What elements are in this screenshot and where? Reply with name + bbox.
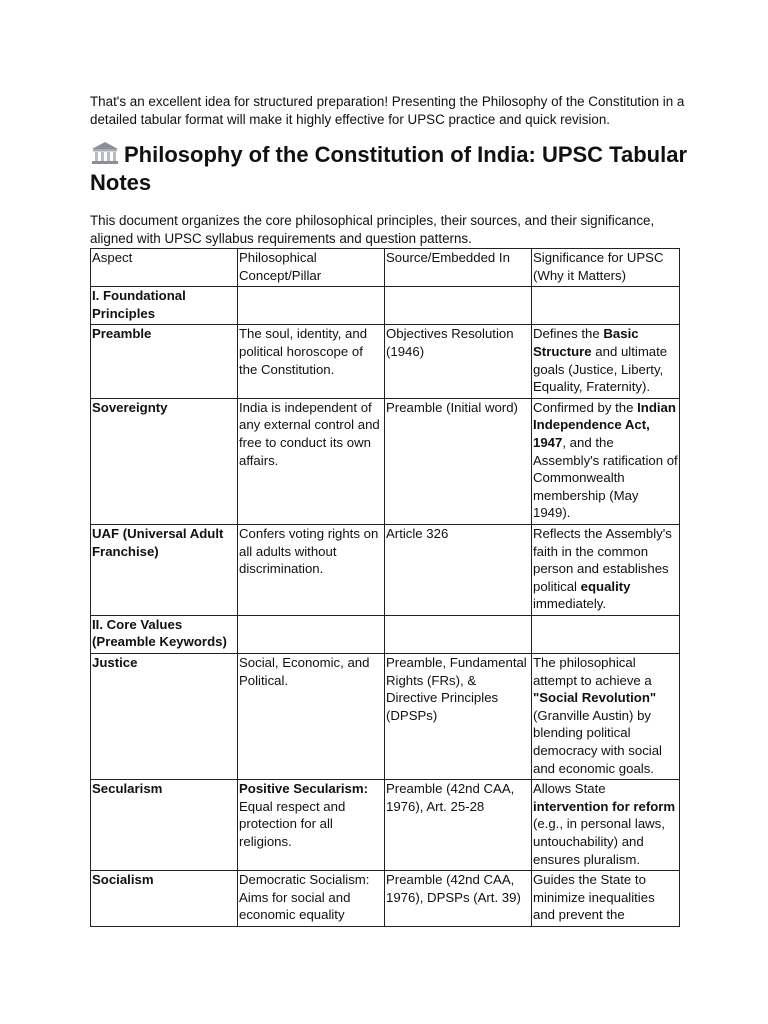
- concept-cell: [238, 780, 385, 871]
- significance-text: Reflects the Assembly's faith in the common person and establishes political: [533, 525, 672, 594]
- source-cell: Preamble (Initial word): [385, 398, 532, 524]
- significance-emphasis: "Social Revolution": [533, 690, 657, 706]
- aspect-text: Secularism: [92, 781, 163, 797]
- aspect-text: Preamble: [92, 326, 152, 342]
- significance-emphasis: Basic Structure: [533, 326, 639, 359]
- aspect-cell: [91, 871, 238, 927]
- section-row: [91, 287, 680, 325]
- significance-text: (Granville Austin) by blending political democracy with social and economic goals.: [533, 707, 662, 776]
- empty-cell: [238, 287, 385, 325]
- aspect-cell: [91, 780, 238, 871]
- significance-cell: [532, 654, 680, 780]
- concept-cell: Social, Economic, and Political.: [238, 654, 385, 780]
- header-concept: Philosophical Concept/Pillar: [238, 249, 385, 287]
- significance-cell: [532, 325, 680, 398]
- aspect-text: Sovereignty: [92, 399, 168, 415]
- table-row: [91, 780, 680, 871]
- source-cell: Preamble, Fundamental Rights (FRs), & Directive Principles (DPSPs): [385, 654, 532, 780]
- significance-cell: [532, 524, 680, 615]
- source-cell: Objectives Resolution (1946): [385, 325, 532, 398]
- aspect-cell: [91, 325, 238, 398]
- table-row: [91, 325, 680, 398]
- aspect-text: UAF (Universal Adult Franchise): [92, 525, 224, 559]
- table-row: [91, 654, 680, 780]
- page-title-text: Philosophy of the Constitution of India: UPSC Tabular Notes: [90, 142, 688, 195]
- significance-cell: Guides the State to minimize inequalities and prevent the: [532, 871, 680, 927]
- concept-cell: India is independent of any external control and free to conduct its own affairs.: [238, 398, 385, 524]
- significance-emphasis: equality: [580, 578, 631, 594]
- concept-cell: The soul, identity, and political horoscope of the Constitution.: [238, 325, 385, 398]
- significance-emphasis: intervention for reform: [533, 798, 676, 814]
- header-significance: Significance for UPSC (Why it Matters): [532, 249, 680, 287]
- classical-building-icon: [90, 141, 120, 165]
- significance-text: Confirmed by the: [533, 399, 638, 415]
- philosophy-table: [90, 248, 680, 927]
- source-cell: Article 326: [385, 524, 532, 615]
- significance-text: (e.g., in personal laws, untouchability) and ensures pluralism.: [533, 816, 665, 867]
- aspect-text: Socialism: [92, 872, 154, 888]
- empty-cell: [532, 615, 680, 653]
- significance-text: Allows State: [533, 781, 606, 797]
- significance-text: and ultimate goals (Justice, Liberty, Equality, Fraternity).: [533, 343, 668, 395]
- header-aspect: Aspect: [91, 249, 238, 287]
- aspect-cell: [91, 524, 238, 615]
- section-title: [91, 615, 238, 653]
- table-row: [91, 871, 680, 927]
- description-paragraph: This document organizes the core philosophical principles, their sources, and their significance, aligned with UPSC syllabus requirements and question patterns.: [90, 213, 655, 246]
- aspect-cell: [91, 654, 238, 780]
- aspect-cell: [91, 398, 238, 524]
- section-title: [91, 287, 238, 325]
- significance-text: Defines the: [533, 326, 604, 342]
- significance-cell: [532, 780, 680, 871]
- empty-cell: [385, 287, 532, 325]
- empty-cell: [532, 287, 680, 325]
- significance-text: immediately.: [533, 596, 607, 612]
- section-row: [91, 615, 680, 653]
- table-row: [91, 524, 680, 615]
- concept-emphasis: Positive Secularism:: [239, 781, 369, 797]
- empty-cell: [238, 615, 385, 653]
- concept-text: Equal respect and protection for all religions.: [239, 798, 346, 849]
- significance-text: The philosophical attempt to achieve a: [533, 655, 652, 688]
- concept-cell: Democratic Socialism: Aims for social and economic equality: [238, 871, 385, 927]
- empty-cell: [385, 615, 532, 653]
- significance-emphasis: Indian Independence Act, 1947: [533, 399, 676, 450]
- intro-paragraph: That's an excellent idea for structured preparation! Presenting the Philosophy of the Constitution in a detailed tabular format will make it highly effective for UPSC practice and quick revision.: [90, 94, 685, 127]
- page-title: [90, 141, 690, 197]
- header-source: Source/Embedded In: [385, 249, 532, 287]
- section-title-text: II. Core Values (Preamble Keywords): [92, 616, 227, 650]
- significance-text: , and the Assembly's ratification of Commonwealth membership (May 1949).: [533, 434, 678, 521]
- table-row: [91, 398, 680, 524]
- aspect-text: Justice: [92, 655, 138, 671]
- significance-cell: [532, 398, 680, 524]
- source-cell: Preamble (42nd CAA, 1976), DPSPs (Art. 39): [385, 871, 532, 927]
- source-cell: Preamble (42nd CAA, 1976), Art. 25-28: [385, 780, 532, 871]
- concept-cell: Confers voting rights on all adults without discrimination.: [238, 524, 385, 615]
- section-title-text: I. Foundational Principles: [92, 288, 186, 321]
- table-header-row: [91, 249, 680, 287]
